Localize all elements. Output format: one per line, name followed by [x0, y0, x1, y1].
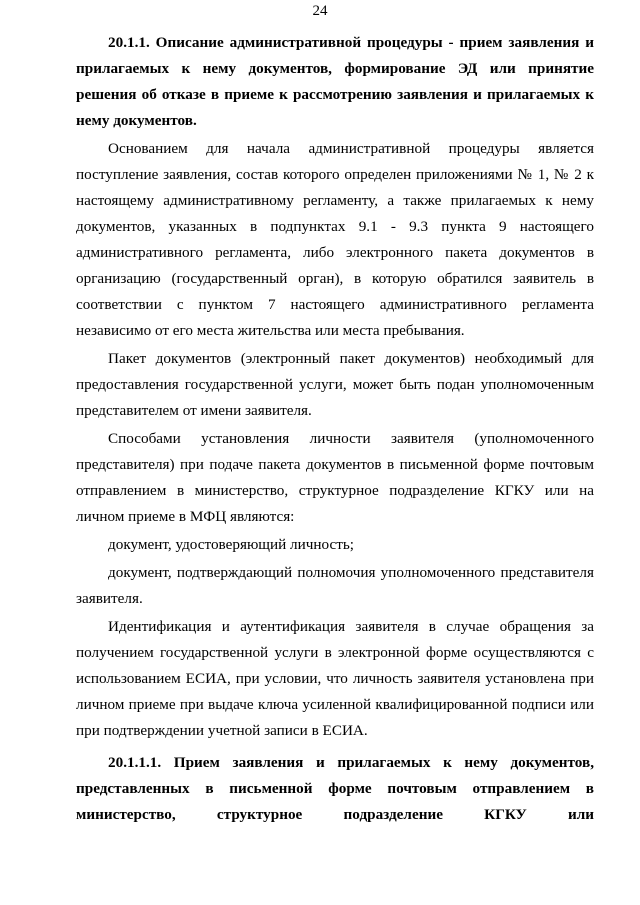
document-body — [76, 30, 594, 828]
page-number: 24 — [312, 3, 328, 19]
section-heading-20-1-1-1: 20.1.1.1. Прием заявления и прилагаемых к нему документов, представленных в письменной форме почтовым отправлением в министерство, структурное подразделение КГКУ или — [76, 754, 594, 823]
paragraph-document-package: Пакет документов (электронный пакет документов) необходимый для предоставления государственной услуги, может быть подан уполномоченным представителем от имени заявителя. — [76, 350, 594, 419]
paragraph-authority-document: документ, подтверждающий полномочия уполномоченного представителя заявителя. — [76, 564, 594, 607]
paragraph-basis: Основанием для начала административной процедуры является поступление заявления, состав которого определен приложениями № 1, № 2 к настоящему административному регламенту, а также прилагаемых к нему документов, указанных в подпунктах 9.1 - 9.3 пункта 9 настоящего административного регламента, либо электронного пакета документов в организацию (государственный орган), в которую обратился заявитель в соответствии с пунктом 7 настоящего административного регламента независимо от его места жительства или места пребывания. — [76, 140, 594, 339]
paragraph-identity-document: документ, удостоверяющий личность; — [108, 536, 355, 553]
paragraph-identity-methods: Способами установления личности заявителя (уполномоченного представителя) при подаче пакета документов в письменной форме почтовым отправлением в министерство, структурное подразделение КГКУ или на личном приеме в МФЦ являются: — [76, 430, 594, 525]
paragraph-identification-esia: Идентификация и аутентификация заявителя в случае обращения за получением государственной услуги в электронной форме осуществляются с использованием ЕСИА, при условии, что личность заявителя установлена при личном приеме при выдаче ключа усиленной квалифицированной подписи или при подтверждении учетной записи в ЕСИА. — [76, 618, 594, 739]
section-heading-20-1-1: 20.1.1. Описание административной процедуры - прием заявления и прилагаемых к нему документов, формирование ЭД или принятие решения об отказе в приеме к рассмотрению заявления и прилагаемых к нему документов. — [76, 34, 594, 129]
